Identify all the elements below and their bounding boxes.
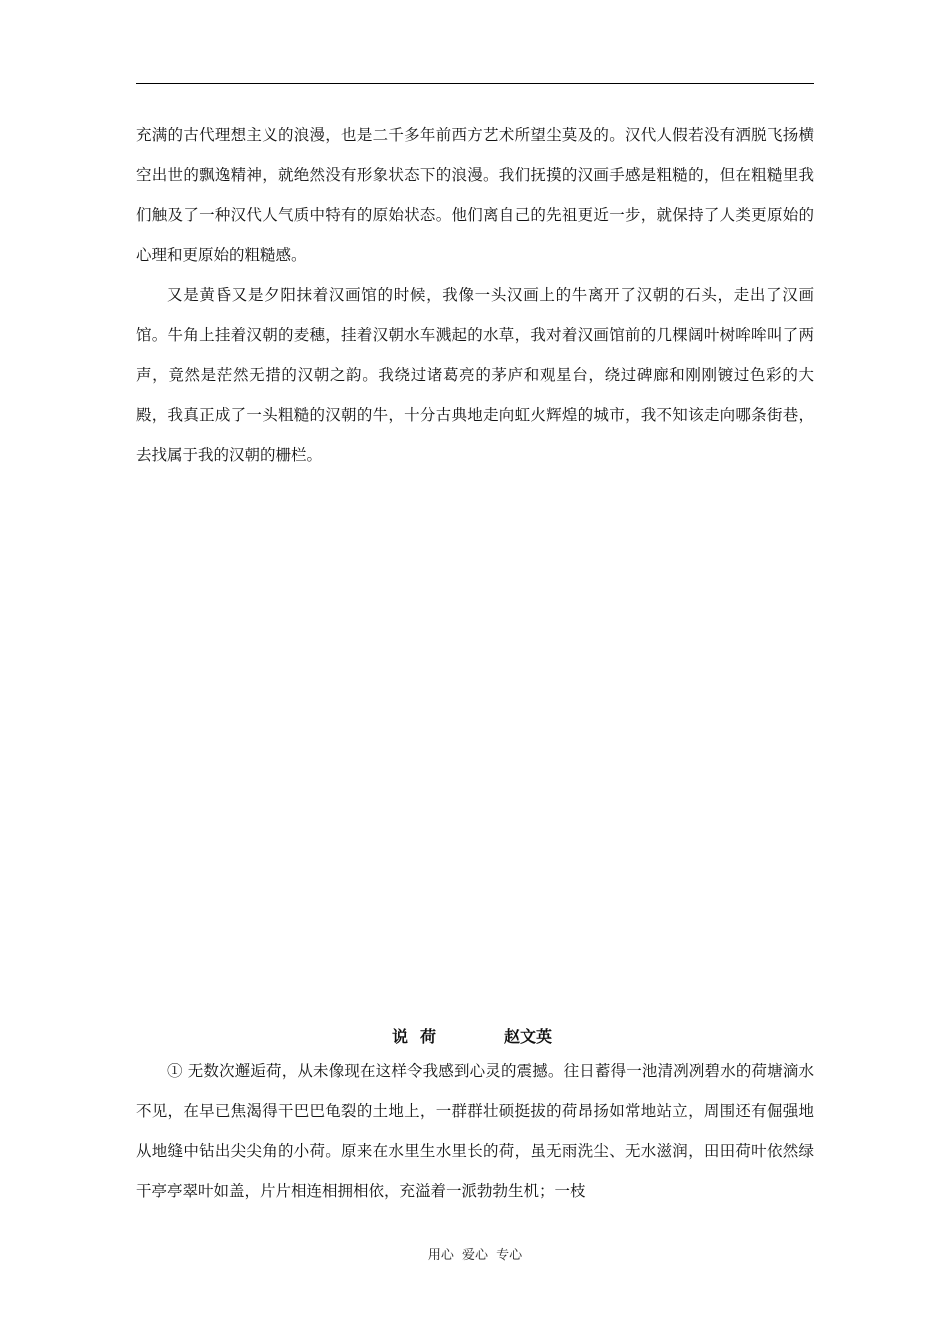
article-paragraph-1: ① 无数次邂逅荷，从未像现在这样令我感到心灵的震撼。往日蓄得一池清冽冽碧水的荷塘滴水不见，在早已焦渴得干巴巴龟裂的土地上，一群群壮硕挺拔的荷昂扬如常地站立，周围还有倔强地从地缝中钻出尖尖角的小荷。原来在水里生水里长的荷，虽无雨洗尘、无水滋润，田田荷叶依然绿干亭亭翠叶如盖，片片相连相拥相依，充溢着一派勃勃生机；一枝 [136,1062,814,1200]
page-footer: 用心 爱心 专心 [427,1248,523,1263]
article-author: 赵文英 [504,1027,553,1046]
header-rule [136,83,814,84]
paragraph-han-painting-texture: 充满的古代理想主义的浪漫，也是二千多年前西方艺术所望尘莫及的。汉代人假若没有洒脱飞扬横空出世的飘逸精神，就绝然没有形象状态下的浪漫。我们抚摸的汉画手感是粗糙的，但在粗糙里我们触及了一种汉代人气质中特有的原始状态。他们离自己的先祖更近一步，就保持了人类更原始的心理和更原始的粗糙感。 [136,126,814,264]
paragraph-leaving-museum: 又是黄昏又是夕阳抹着汉画馆的时候，我像一头汉画上的牛离开了汉朝的石头，走出了汉画馆。牛角上挂着汉朝的麦穗，挂着汉朝水车溅起的水草，我对着汉画馆前的几棵阔叶树哞哞叫了两声，竟然是茫然无措的汉朝之韵。我绕过诸葛亮的茅庐和观星台，绕过碑廊和刚刚镀过色彩的大殿，我真正成了一头粗糙的汉朝的牛，十分古典地走向虹火辉煌的城市，我不知该走向哪条街巷，去找属于我的汉朝的栅栏。 [136,286,814,464]
essay-continuation [136,115,814,475]
article-body [136,1051,814,1211]
article-heading [136,1022,814,1052]
article-title: 说荷 [392,1027,449,1046]
